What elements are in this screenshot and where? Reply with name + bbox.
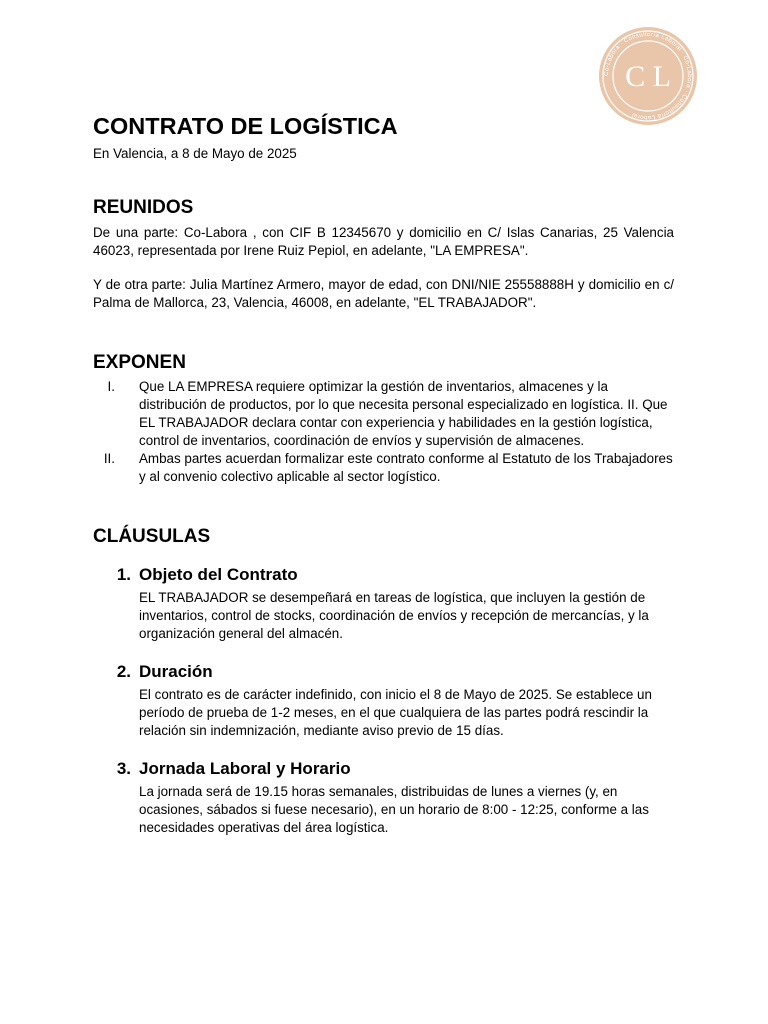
list-item [93,450,674,486]
date-line: En Valencia, a 8 de Mayo de 2025 [93,146,297,161]
contract-document [93,110,674,837]
clause-number: 1. [116,565,131,584]
clause-title: Jornada Laboral y Horario [139,759,351,778]
clause-number: 2. [116,662,131,681]
section-heading-exponen: EXPONEN [93,352,186,373]
list-item-number: I. [107,379,115,394]
list-item-text: Ambas partes acuerdan formalizar este contrato conforme al Estatuto de los Trabajadores y al convenio colectivo aplicable al sector logístico. [139,451,673,484]
seal-monogram: C L [625,60,671,93]
clause-number: 3. [116,759,131,778]
list-item-text: Que LA EMPRESA requiere optimizar la gestión de inventarios, almacenes y la distribución de productos, por lo que necesita personal especializado en logística. II. Que EL TRABAJADOR declara contar con experiencia y habilidades en la gestión logística, control de inventarios, coordinación de envíos y supervisión de almacenes. [139,379,668,448]
seal-ring-text: Co-Labora · Consultoría Laboral · Co-Labora · Consultoría Laboral · [603,31,693,121]
clause-body: El contrato es de carácter indefinido, con inicio el 8 de Mayo de 2025. Se establece un período de prueba de 1-2 meses, en el que cualquiera de las partes podrá rescindir la relación sin indemnización, mediante aviso previo de 15 días. [139,687,652,738]
clause-duracion [93,661,674,740]
section-heading-reunidos: REUNIDOS [93,197,194,218]
section-heading-clausulas: CLÁUSULAS [93,526,211,547]
clause-body: EL TRABAJADOR se desempeñará en tareas de logística, que incluyen la gestión de inventarios, control de stocks, coordinación de envíos y recepción de mercancías, y la organización general del almacén. [139,590,649,641]
clause-title: Objeto del Contrato [139,565,298,584]
exponen-list [93,378,674,486]
list-item [93,378,674,450]
clause-objeto [93,564,674,643]
clause-title: Duración [139,662,213,681]
clause-body: La jornada será de 19.15 horas semanales, distribuidas de lunes a viernes (y, en ocasiones, sábados si fuese necesario), en un horario de 8:00 - 12:25, conforme a las necesidades operativas del área logística. [139,784,649,835]
paragraph-company-party: De una parte: Co-Labora , con CIF B 12345670 y domicilio en C/ Islas Canarias, 25 Valencia 46023, representada por Irene Ruiz Pepiol, en adelante, "LA EMPRESA". [93,225,674,258]
paragraph-worker-party: Y de otra parte: Julia Martínez Armero, mayor de edad, con DNI/NIE 25558888H y domicilio en c/ Palma de Mallorca, 23, Valencia, 46008, en adelante, "EL TRABAJADOR". [93,277,674,310]
clause-jornada [93,758,674,837]
list-item-number: II. [103,451,115,466]
document-title: CONTRATO DE LOGÍSTICA [93,113,398,139]
